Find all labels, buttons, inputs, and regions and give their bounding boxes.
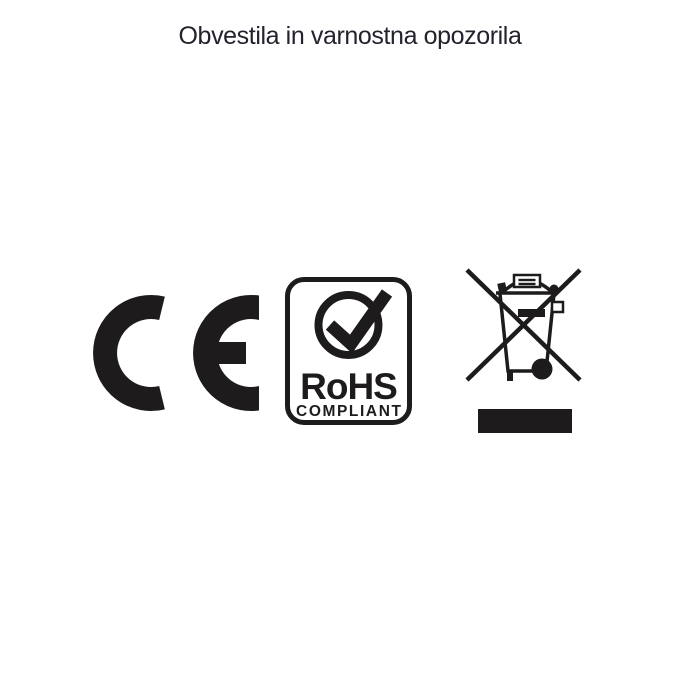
page-title: Obvestila in varnostna opozorila: [178, 22, 522, 50]
rohs-label: RoHS: [300, 366, 397, 407]
bin-handle-slat: [519, 279, 536, 281]
weee-black-bar: [478, 409, 572, 433]
bin-handle-slat: [519, 283, 536, 285]
bin-foot: [507, 371, 513, 381]
bin-side-tab: [552, 302, 563, 312]
ce-mark-icon: [91, 294, 259, 412]
checkmark-circle-icon: [290, 282, 407, 378]
rohs-sublabel: COMPLIANT: [296, 403, 403, 420]
ce-letter-e-bar: [216, 342, 246, 364]
rohs-badge: [285, 277, 412, 425]
bin-wheel: [532, 359, 553, 380]
bin-left-knob: [497, 282, 506, 291]
ce-letter-c: [105, 307, 162, 399]
weee-crossed-bin-icon: [465, 262, 583, 434]
